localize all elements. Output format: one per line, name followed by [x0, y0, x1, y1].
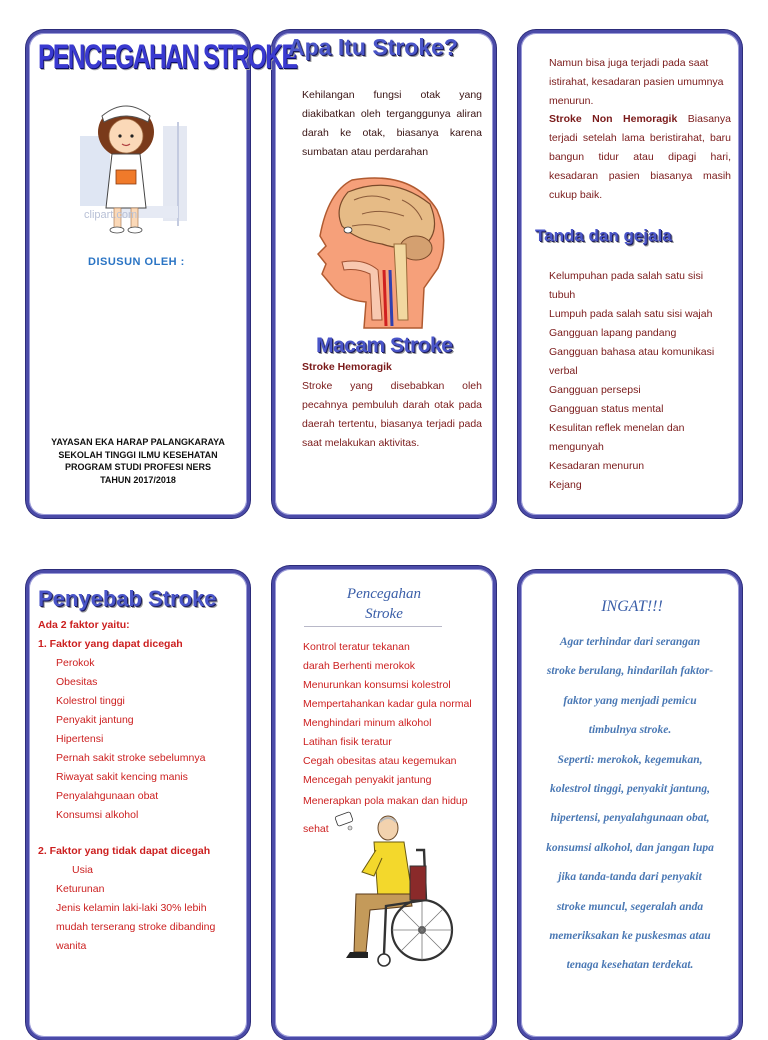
list-item: Kejang — [549, 479, 582, 491]
list-item: Penyalahgunaan obat — [56, 790, 159, 802]
tanda-list — [549, 267, 734, 495]
institution-line: TAHUN 2017/2018 — [100, 474, 176, 485]
ingat-title: INGAT!!! — [601, 598, 663, 615]
list-item: Menerapkan pola makan dan hidup — [303, 795, 468, 807]
disusun-label: DISUSUN OLEH : — [88, 256, 185, 268]
list-item: sehat — [303, 823, 329, 835]
list-item: Pernah sakit stroke sebelumnya — [56, 752, 206, 764]
ingat-line: stroke muncul, segeralah anda — [556, 900, 704, 913]
list-item: Obesitas — [56, 676, 98, 688]
list-item: Kontrol teratur tekanan — [303, 641, 410, 653]
ingat-line: kolestrol tinggi, penyakit jantung, — [549, 783, 711, 796]
list-item: Perokok — [56, 657, 95, 669]
non-hemoragik-heading: Stroke Non Hemoragik — [549, 113, 678, 125]
list-item: verbal — [549, 365, 578, 377]
list-item: Kelumpuhan pada salah satu sisi — [549, 270, 704, 282]
faktor-2-heading: 2. Faktor yang tidak dapat dicegah — [38, 845, 211, 857]
list-item: Kesadaran menurun — [549, 460, 645, 472]
ingat-line: timbulnya stroke. — [588, 724, 672, 737]
non-hemoragik-text: Biasanya terjadi setelah lama beristirahat, baru bangun tidur atau dipagi hari, kesadaran pasien biasanya masih cukup baik. — [549, 113, 731, 201]
pencegahan-title-line: Pencegahan — [346, 586, 422, 602]
list-item: Gangguan persepsi — [549, 384, 641, 396]
ingat-line: Agar terhindar dari serangan — [559, 636, 701, 648]
definition-text: Kehilangan fungsi otak yang diakibatkan oleh terganggunya aliran darah ke otak, biasanya karena sumbatan atau perdarahan — [302, 89, 482, 158]
faktor-1-list — [56, 654, 244, 825]
list-item: wanita — [56, 940, 87, 952]
non-intro-text: Namun bisa juga terjadi pada saat istirahat, kesadaran pasien umumnya menurun. — [549, 57, 724, 107]
apa-title: Apa Itu Stroke? — [288, 34, 458, 60]
hemoragik-text: Stroke yang disebabkan oleh pecahnya pembuluh darah otak pada daerah tertentu, biasanya terjadi pada saat melakukan aktivitas. — [302, 380, 482, 449]
list-item: Hipertensi — [56, 733, 104, 745]
list-item: Latihan fisik teratur — [303, 736, 392, 748]
ingat-line: jika tanda-tanda dari penyakit — [558, 871, 702, 884]
list-item: mudah terserang stroke dibanding — [56, 921, 216, 933]
list-item: Riwayat sakit kencing manis — [56, 771, 188, 783]
faktor-1-heading: 1. Faktor yang dapat dicegah — [38, 638, 183, 650]
list-item: Menurunkan konsumsi kolestrol — [303, 679, 451, 691]
list-item: mengunyah — [549, 441, 604, 453]
list-item: Mencegah penyakit jantung — [303, 774, 432, 786]
institution-line: SEKOLAH TINGGI ILMU KESEHATAN — [58, 449, 218, 460]
nurse-illustration — [78, 96, 196, 236]
list-item: tubuh — [549, 289, 576, 301]
faktor-2-list — [56, 880, 244, 956]
penyebab-title: Penyebab Stroke — [38, 586, 217, 611]
ingat-line: tenaga kesehatan terdekat. — [566, 959, 694, 972]
tanda-title: Tanda dan gejala — [535, 226, 672, 245]
ingat-body — [532, 628, 728, 981]
ingat-line: stroke berulang, hindarilah faktor- — [546, 665, 714, 678]
pencegahan-list — [303, 638, 489, 811]
clipart-watermark: clipart.com — [84, 209, 138, 221]
list-item: Cegah obesitas atau kegemukan — [303, 755, 457, 767]
list-item: darah Berhenti merokok — [303, 660, 416, 672]
pencegahan-title — [300, 584, 468, 624]
ingat-line: Seperti: merokok, kegemukan, — [557, 753, 703, 766]
institution-line: YAYASAN EKA HARAP PALANGKARAYA — [51, 437, 225, 447]
institution-line: PROGRAM STUDI PROFESI NERS — [64, 462, 211, 472]
pencegahan-title-line: Stroke — [365, 606, 403, 622]
list-item: Kolestrol tinggi — [56, 695, 125, 707]
list-item: Penyakit jantung — [56, 714, 134, 726]
institution-block — [38, 436, 238, 486]
list-item: Konsumsi alkohol — [56, 809, 139, 821]
ingat-line: memeriksakan ke puskesmas atau — [549, 930, 711, 943]
list-item: Lumpuh pada salah satu sisi wajah — [549, 308, 713, 320]
brain-anatomy-image — [312, 170, 452, 330]
list-item: Mempertahankan kadar gula normal — [303, 698, 472, 710]
ingat-line: konsumsi alkohol, dan jangan lupa — [546, 841, 714, 854]
ingat-line: hipertensi, penyalahgunaan obat, — [550, 812, 710, 825]
list-item: Gangguan status mental — [549, 403, 664, 415]
wheelchair-elderly-illustration — [326, 810, 456, 972]
hemoragik-heading: Stroke Hemoragik — [302, 361, 392, 373]
list-item: Kesulitan reflek menelan dan — [549, 422, 685, 434]
ingat-line: faktor yang menjadi pemicu — [563, 694, 697, 707]
list-item: Menghindari minum alkohol — [303, 717, 432, 729]
cover-title: PENCEGAHAN STROKE — [38, 38, 297, 76]
list-item: Usia — [72, 864, 94, 876]
list-item: Keturunan — [56, 883, 105, 895]
macam-title: Macam Stroke — [316, 334, 453, 357]
title-divider — [304, 626, 442, 627]
non-hemoragik-paragraph — [549, 110, 731, 205]
list-item: Gangguan bahasa atau komunikasi — [549, 346, 715, 358]
penyebab-intro: Ada 2 faktor yaitu: — [38, 619, 130, 631]
list-item: Jenis kelamin laki-laki 30% lebih — [56, 902, 207, 914]
list-item: Gangguan lapang pandang — [549, 327, 677, 339]
